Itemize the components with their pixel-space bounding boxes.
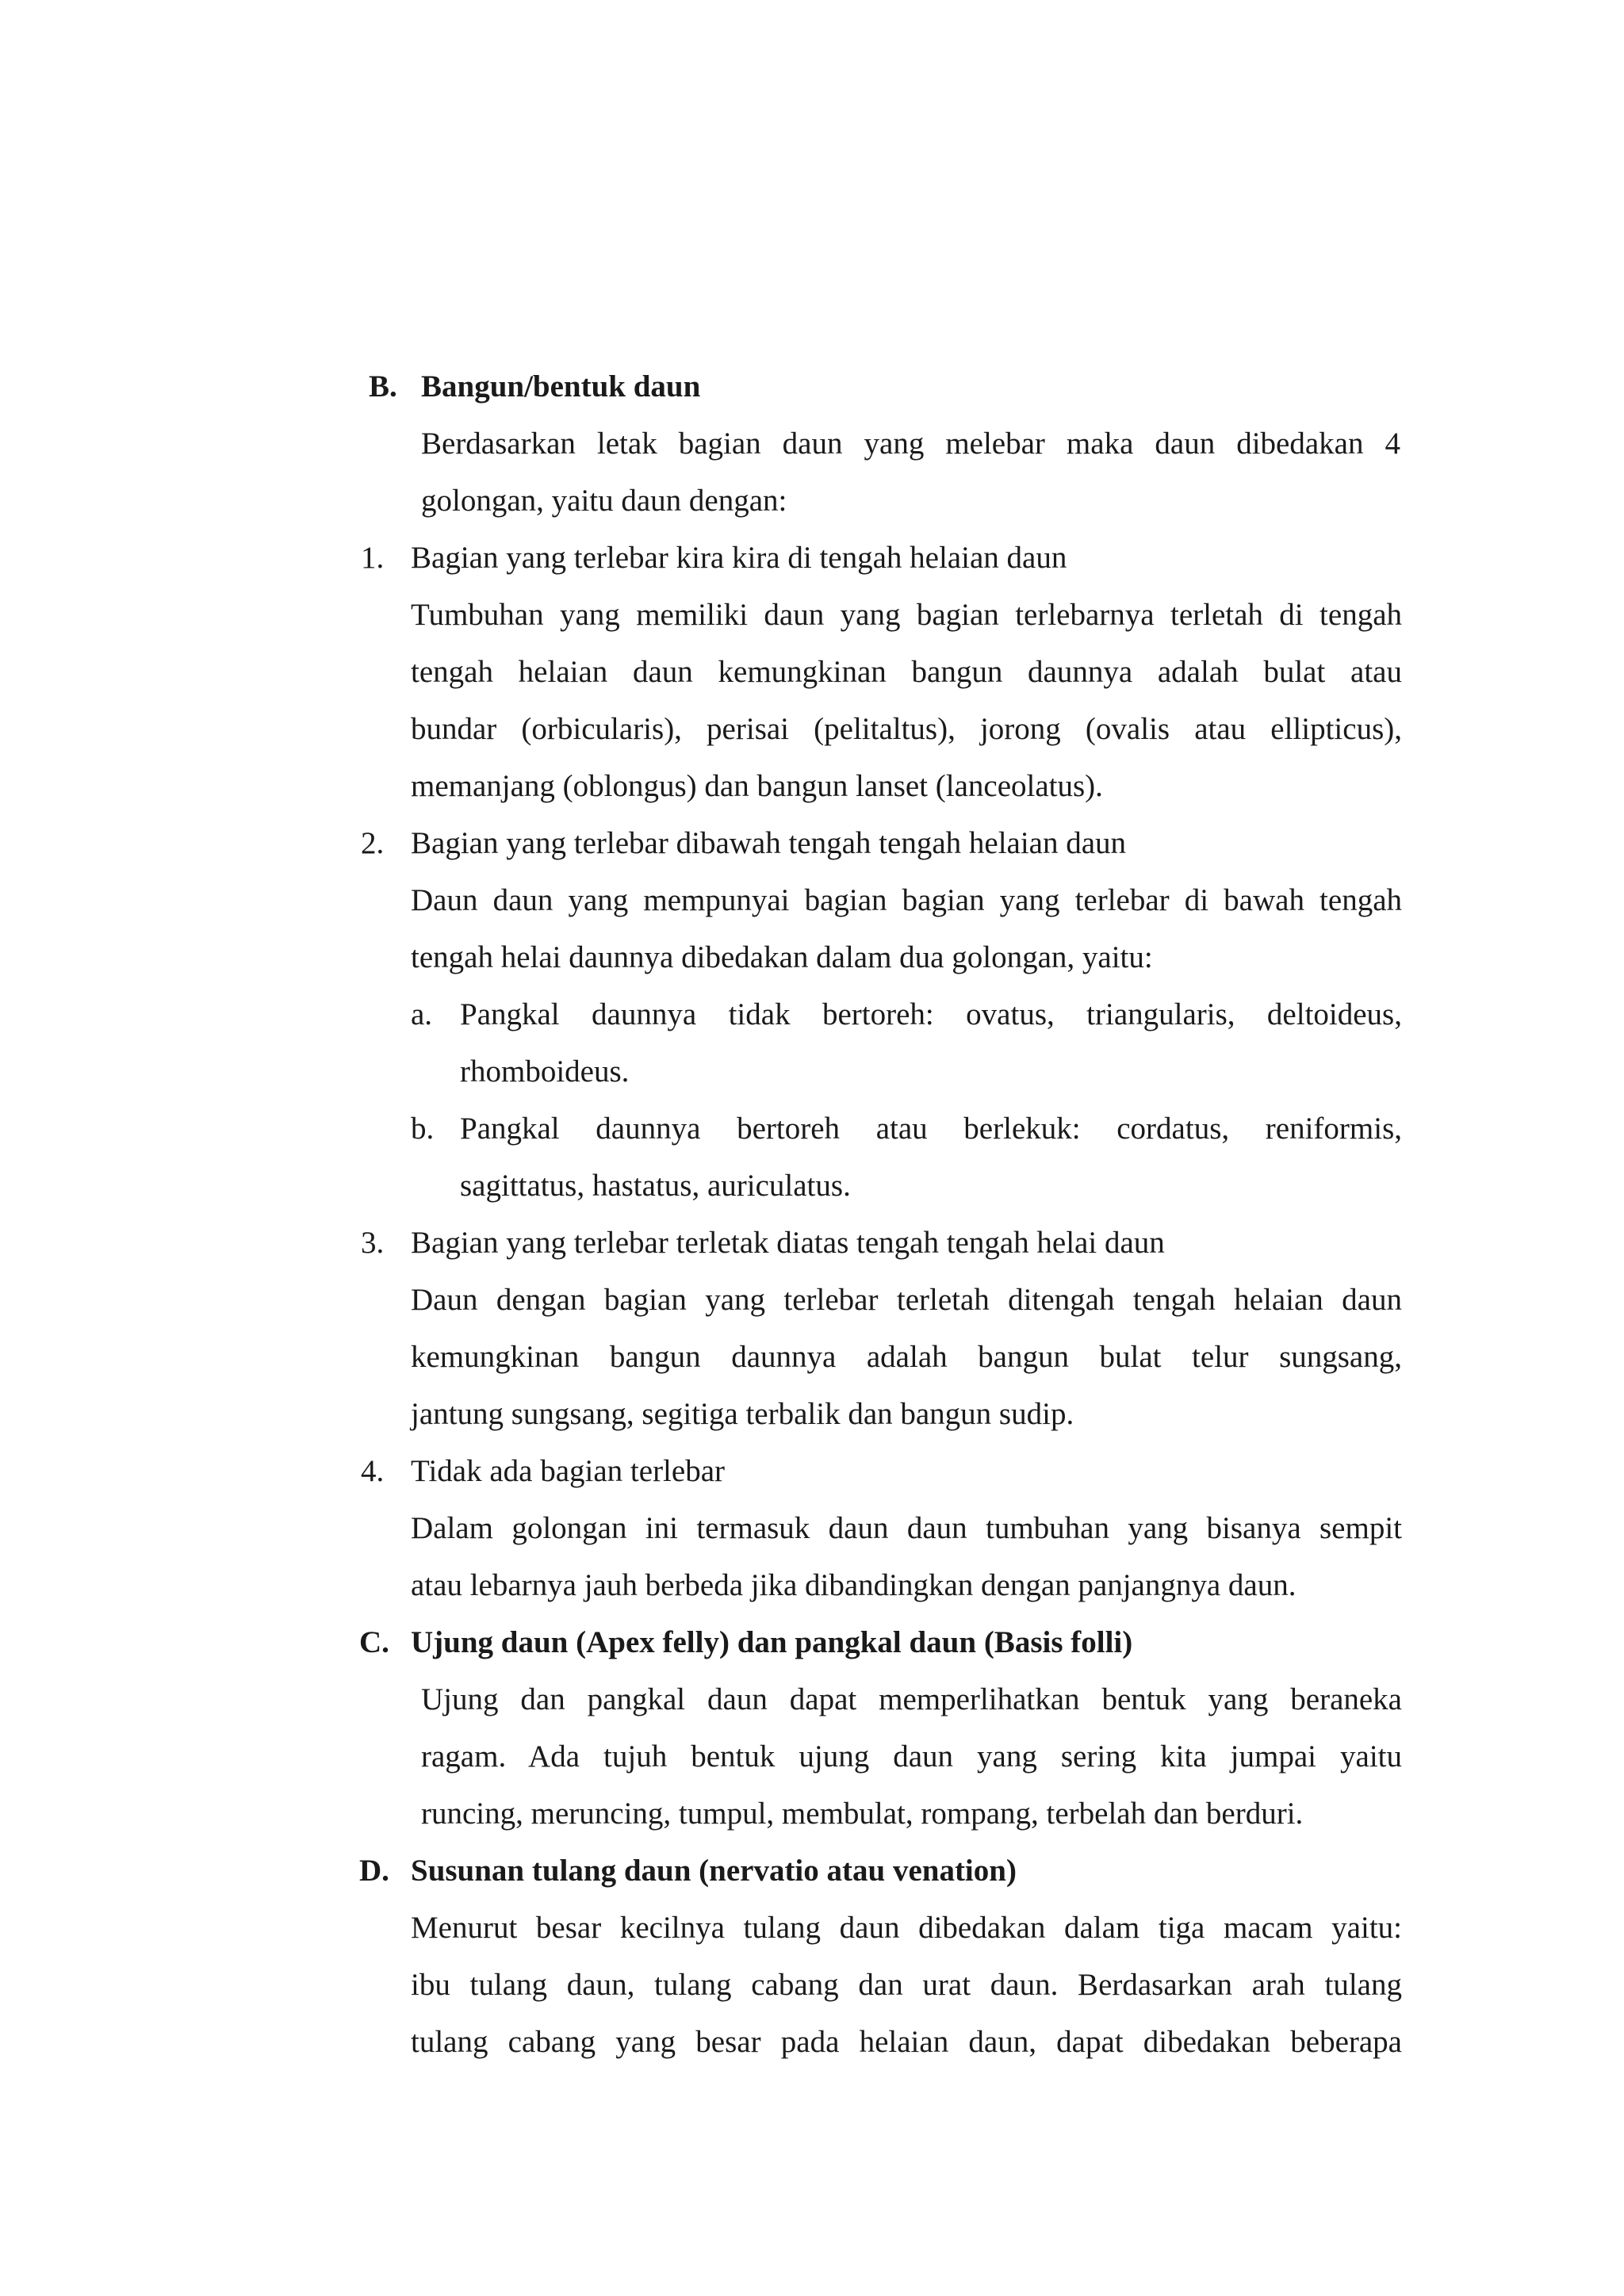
paragraph-line: atau lebarnya jauh berbeda jika dibandingkan dengan panjangnya daun. bbox=[411, 1568, 1297, 1602]
paragraph-line: tengah helai daunnya dibedakan dalam dua golongan, yaitu: bbox=[411, 940, 1153, 974]
paragraph-line: Tumbuhan yang memiliki daun yang bagian terlebarnya terletah di tengah bbox=[411, 598, 1402, 632]
section-b-intro-line: Berdasarkan letak bagian daun yang melebar maka daun dibedakan 4 bbox=[421, 427, 1400, 461]
paragraph-line: tengah helaian daun kemungkinan bangun daunnya adalah bulat atau bbox=[411, 655, 1402, 689]
section-b-intro-line: golongan, yaitu daun dengan: bbox=[421, 484, 787, 518]
section-b-marker: B. bbox=[369, 369, 397, 404]
paragraph-line: kemungkinan bangun daunnya adalah bangun bulat telur sungsang, bbox=[411, 1340, 1402, 1374]
paragraph-line: jantung sungsang, segitiga terbalik dan bangun sudip. bbox=[411, 1397, 1074, 1431]
paragraph-line: ibu tulang daun, tulang cabang dan urat daun. Berdasarkan arah tulang bbox=[411, 1968, 1402, 2002]
list-item-title: Tidak ada bagian terlebar bbox=[411, 1454, 725, 1488]
paragraph-line: bundar (orbicularis), perisai (pelitaltus), jorong (ovalis atau ellipticus), bbox=[411, 712, 1402, 746]
section-c-heading: Ujung daun (Apex felly) dan pangkal daun (Basis folli) bbox=[411, 1625, 1133, 1659]
paragraph-line: ragam. Ada tujuh bentuk ujung daun yang sering kita jumpai yaitu bbox=[421, 1739, 1402, 1774]
paragraph-line: Ujung dan pangkal daun dapat memperlihatkan bentuk yang beraneka bbox=[421, 1682, 1402, 1716]
paragraph-line: Daun daun yang mempunyai bagian bagian yang terlebar di bawah tengah bbox=[411, 883, 1402, 917]
paragraph-line: Menurut besar kecilnya tulang daun dibedakan dalam tiga macam yaitu: bbox=[411, 1911, 1402, 1945]
section-b-heading: Bangun/bentuk daun bbox=[421, 369, 701, 404]
paragraph-line: Daun dengan bagian yang terlebar terletah ditengah tengah helaian daun bbox=[411, 1283, 1402, 1317]
sub-item-marker: a. bbox=[411, 997, 433, 1031]
sub-item-line: rhomboideus. bbox=[460, 1054, 630, 1089]
sub-item-line: sagittatus, hastatus, auriculatus. bbox=[460, 1169, 851, 1203]
list-item-title: Bagian yang terlebar kira kira di tengah helaian daun bbox=[411, 541, 1067, 575]
paragraph-line: memanjang (oblongus) dan bangun lanset (lanceolatus). bbox=[411, 769, 1103, 803]
section-c-marker: C. bbox=[359, 1625, 389, 1659]
list-item-marker: 3. bbox=[361, 1226, 385, 1260]
sub-item-line: Pangkal daunnya bertoreh atau berlekuk: cordatus, reniformis, bbox=[460, 1112, 1402, 1146]
sub-item-marker: b. bbox=[411, 1112, 435, 1146]
sub-item-line: Pangkal daunnya tidak bertoreh: ovatus, triangularis, deltoideus, bbox=[460, 997, 1402, 1031]
section-d-heading: Susunan tulang daun (nervatio atau venation) bbox=[411, 1854, 1017, 1888]
list-item-title: Bagian yang terlebar dibawah tengah tengah helaian daun bbox=[411, 826, 1127, 860]
paragraph-line: tulang cabang yang besar pada helaian daun, dapat dibedakan beberapa bbox=[411, 2025, 1402, 2059]
section-d-marker: D. bbox=[359, 1854, 389, 1888]
paragraph-line: runcing, meruncing, tumpul, membulat, rompang, terbelah dan berduri. bbox=[421, 1797, 1304, 1831]
list-item-marker: 2. bbox=[361, 826, 385, 860]
paragraph-line: Dalam golongan ini termasuk daun daun tumbuhan yang bisanya sempit bbox=[411, 1511, 1402, 1545]
list-item-marker: 1. bbox=[361, 541, 385, 575]
list-item-marker: 4. bbox=[361, 1454, 385, 1488]
list-item-title: Bagian yang terlebar terletak diatas tengah tengah helai daun bbox=[411, 1226, 1165, 1260]
